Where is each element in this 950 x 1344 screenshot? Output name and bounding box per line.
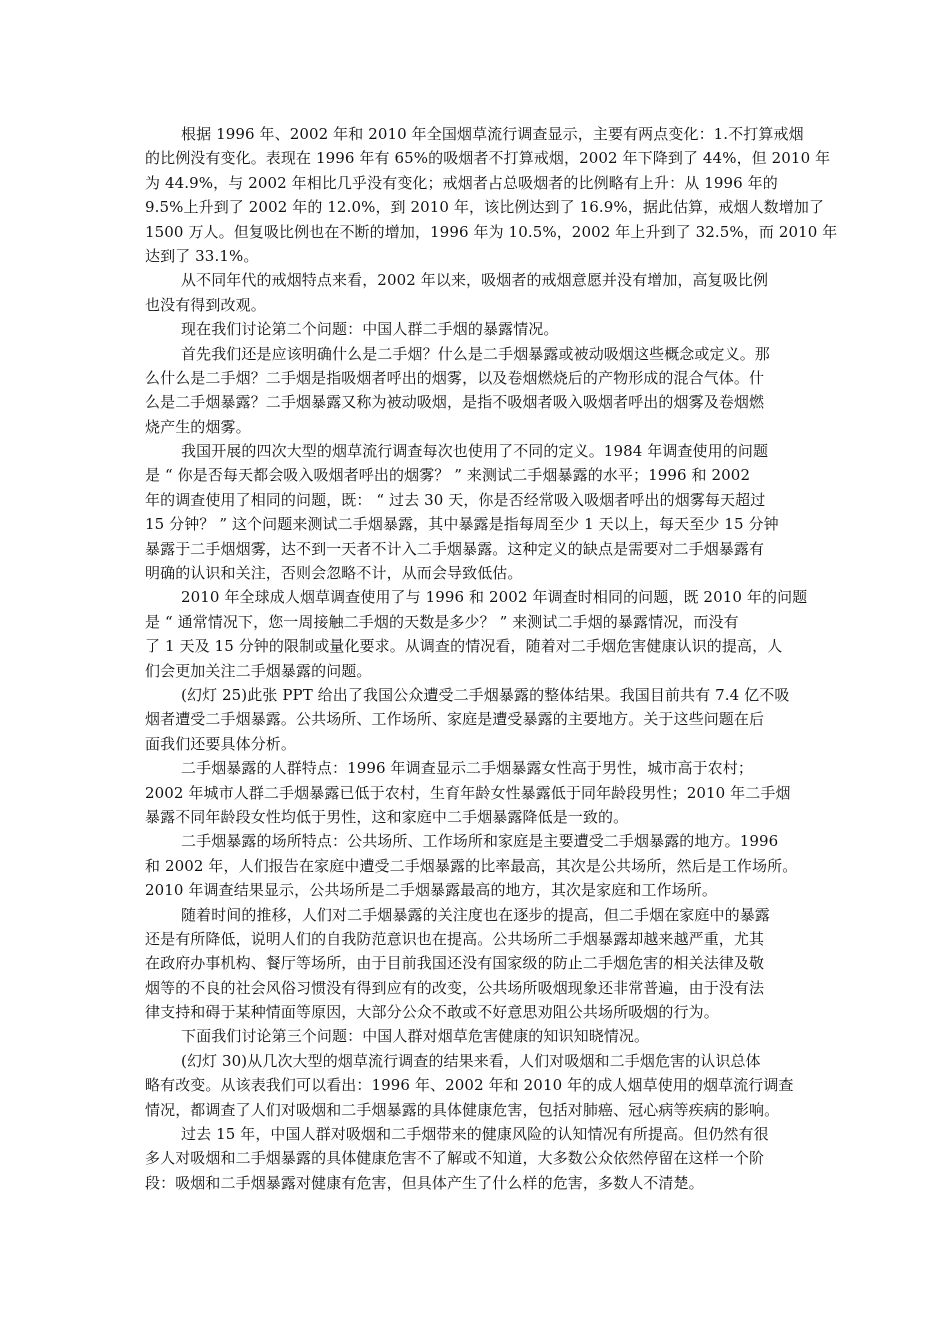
text-line: 略有改变。从该表我们可以看出：1996 年、2002 年和 2010 年的成人烟草使用的烟草流行调查 <box>145 1076 794 1095</box>
paragraph-p3 <box>145 317 812 341</box>
paragraph-p12 <box>145 1049 812 1122</box>
text-line: (幻灯 30)从几次大型的烟草流行调查的结果来看，人们对吸烟和二手烟危害的认识总体 <box>181 1051 761 1070</box>
text-line: 9.5%上升到了 2002 年的 12.0%，到 2010 年，该比例达到了 16.9%，据此估算，戒烟人数增加了 <box>145 198 825 217</box>
text-line: 为 44.9%，与 2002 年相比几乎没有变化；戒烟者占总吸烟者的比例略有上升：从 1996 年的 <box>145 173 778 192</box>
paragraph-p10 <box>145 903 812 1025</box>
text-line: 律支持和碍于某种情面等原因，大部分公众不敢或不好意思劝阻公共场所吸烟的行为。 <box>145 1003 719 1022</box>
text-line: 2010 年调查结果显示，公共场所是二手烟暴露最高的地方，其次是家庭和工作场所。 <box>145 881 717 900</box>
paragraph-p9 <box>145 829 812 902</box>
text-line: 也没有得到改观。 <box>145 295 266 314</box>
text-line: 15 分钟？ ” 这个问题来测试二手烟暴露，其中暴露是指每周至少 1 天以上，每天至少 15 分钟 <box>145 515 779 534</box>
text-line: 面我们还要具体分析。 <box>145 734 297 753</box>
text-line: 是 “ 你是否每天都会吸入吸烟者呼出的烟雾？ ” 来测试二手烟暴露的水平；1996 和 2002 <box>145 466 751 485</box>
text-line: 达到了 33.1%。 <box>145 246 259 265</box>
text-line: 2010 年全球成人烟草调查使用了与 1996 和 2002 年调查时相同的问题，既 2010 年的问题 <box>181 588 808 607</box>
text-line: 2002 年城市人群二手烟暴露已低于农村，生育年龄女性暴露低于同年龄段男性；2010 年二手烟 <box>145 783 791 802</box>
text-line: 二手烟暴露的场所特点：公共场所、工作场所和家庭是主要遭受二手烟暴露的地方。1996 <box>181 832 779 851</box>
paragraph-p13 <box>145 1122 812 1195</box>
paragraph-p2 <box>145 268 812 317</box>
text-line: 烧产生的烟雾。 <box>145 417 251 436</box>
text-line: 们会更加关注二手烟暴露的问题。 <box>145 661 372 680</box>
text-line: 烟等的不良的社会风俗习惯没有得到应有的改变，公共场所吸烟现象还非常普遍，由于没有法 <box>145 978 765 997</box>
text-line: 还是有所降低，说明人们的自我防范意识也在提高。公共场所二手烟暴露却越来越严重，尤其 <box>145 929 765 948</box>
text-line: 我国开展的四次大型的烟草流行调查每次也使用了不同的定义。1984 年调查使用的问题 <box>181 442 769 461</box>
text-line: 1500 万人。但复吸比例也在不断的增加，1996 年为 10.5%，2002 年上升到了 32.5%，而 2010 年 <box>145 222 838 241</box>
text-line: 从不同年代的戒烟特点来看，2002 年以来，吸烟者的戒烟意愿并没有增加，高复吸比例 <box>181 271 769 290</box>
text-line: 在政府办事机构、餐厅等场所，由于目前我国还没有国家级的防止二手烟危害的相关法律及敬 <box>145 954 765 973</box>
paragraph-p1 <box>145 122 838 268</box>
text-line: 段：吸烟和二手烟暴露对健康有危害，但具体产生了什么样的危害，多数人不清楚。 <box>145 1173 704 1192</box>
text-line: 随着时间的推移，人们对二手烟暴露的关注度也在逐步的提高，但二手烟在家庭中的暴露 <box>181 905 770 924</box>
text-line: 么什么是二手烟？二手烟是指吸烟者呼出的烟雾，以及卷烟燃烧后的产物形成的混合气体。什 <box>145 368 765 387</box>
text-line: 的比例没有变化。表现在 1996 年有 65%的吸烟者不打算戒烟，2002 年下降到了 44%，但 2010 年 <box>145 149 831 168</box>
paragraph-p5 <box>145 439 812 585</box>
paragraph-p8 <box>145 756 812 829</box>
paragraph-p4 <box>145 342 812 440</box>
paragraph-p6 <box>145 585 812 683</box>
text-line: 了 1 天及 15 分钟的限制或量化要求。从调查的情况看，随着对二手烟危害健康认识的提高，人 <box>145 637 783 656</box>
text-line: 现在我们讨论第二个问题：中国人群二手烟的暴露情况。 <box>181 320 559 339</box>
text-line: (幻灯 25)此张 PPT 给出了我国公众遭受二手烟暴露的整体结果。我国目前共有 7.4 亿不吸 <box>181 685 790 704</box>
text-line: 是 “ 通常情况下，您一周接触二手烟的天数是多少？ ” 来测试二手烟的暴露情况，而没有 <box>145 612 739 631</box>
text-line: 二手烟暴露的人群特点：1996 年调查显示二手烟暴露女性高于男性，城市高于农村； <box>181 759 753 778</box>
text-line: 明确的认识和关注，否则会忽略不计，从而会导致低估。 <box>145 564 523 583</box>
text-line: 年的调查使用了相同的问题，既： “ 过去 30 天，你是否经常吸入吸烟者呼出的烟雾每天超过 <box>145 490 766 509</box>
text-line: 暴露不同年龄段女性均低于男性，这和家庭中二手烟暴露降低是一致的。 <box>145 807 629 826</box>
document-body <box>145 122 838 1195</box>
text-line: 根据 1996 年、2002 年和 2010 年全国烟草流行调查显示，主要有两点变化：1.不打算戒烟 <box>181 125 804 143</box>
text-line: 烟者遭受二手烟暴露。公共场所、工作场所、家庭是遭受暴露的主要地方。关于这些问题在后 <box>145 710 765 729</box>
text-line: 下面我们讨论第三个问题：中国人群对烟草危害健康的知识知晓情况。 <box>181 1027 650 1046</box>
text-line: 情况，都调查了人们对吸烟和二手烟暴露的具体健康危害，包括对肺癌、冠心病等疾病的影响。 <box>145 1100 780 1119</box>
text-line: 过去 15 年，中国人群对吸烟和二手烟带来的健康风险的认知情况有所提高。但仍然有很 <box>181 1125 769 1144</box>
text-line: 么是二手烟暴露？二手烟暴露又称为被动吸烟，是指不吸烟者吸入吸烟者呼出的烟雾及卷烟燃 <box>145 393 765 412</box>
paragraph-p11 <box>145 1024 812 1048</box>
text-line: 和 2002 年，人们报告在家庭中遭受二手烟暴露的比率最高，其次是公共场所，然后是工作场所。 <box>145 856 798 875</box>
text-line: 首先我们还是应该明确什么是二手烟？什么是二手烟暴露或被动吸烟这些概念或定义。那 <box>181 344 770 363</box>
text-line: 暴露于二手烟烟雾，达不到一天者不计入二手烟暴露。这种定义的缺点是需要对二手烟暴露有 <box>145 539 765 558</box>
paragraph-p7 <box>145 683 812 756</box>
text-line: 多人对吸烟和二手烟暴露的具体健康危害不了解或不知道，大多数公众依然停留在这样一个阶 <box>145 1149 765 1168</box>
